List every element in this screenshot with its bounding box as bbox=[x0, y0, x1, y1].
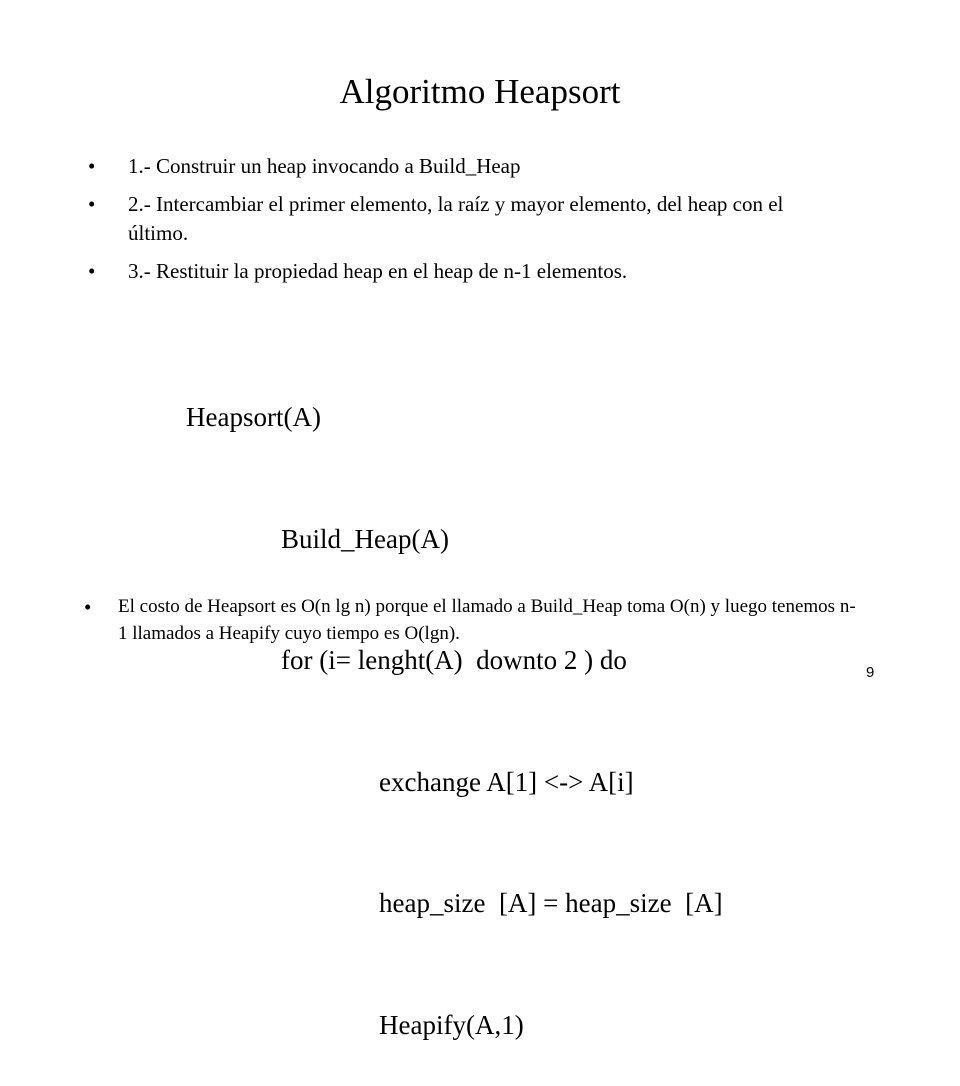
note-list bbox=[84, 593, 864, 647]
cost-note bbox=[84, 593, 864, 647]
step-text-2: 2.- Intercambiar el primer elemento, la raíz y mayor elemento, del heap con el último. bbox=[128, 192, 784, 245]
slide-title: Algoritmo Heapsort bbox=[339, 72, 621, 111]
code-line-4: exchange A[1] <-> A[i] bbox=[379, 766, 634, 797]
page-number: 9 bbox=[866, 664, 875, 681]
cost-note-text: El costo de Heapsort es O(n lg n) porque el llamado a Build_Heap toma O(n) y luego tenemos n-1 llamados a Heapify cuyo tiempo es O(lgn). bbox=[118, 596, 856, 644]
code-line-6: Heapify(A,1) bbox=[379, 1009, 524, 1040]
bullet-icon: • bbox=[88, 192, 96, 216]
step-item-1 bbox=[88, 152, 808, 181]
step-item-2 bbox=[88, 190, 808, 248]
code-line-2: Build_Heap(A) bbox=[281, 523, 449, 554]
bullet-icon: • bbox=[88, 154, 96, 178]
steps-list bbox=[88, 152, 808, 295]
bullet-icon: • bbox=[88, 259, 96, 283]
bullet-icon: • bbox=[84, 595, 92, 619]
step-item-3 bbox=[88, 257, 808, 286]
step-text-1: 1.- Construir un heap invocando a Build_Heap bbox=[128, 154, 521, 178]
step-text-3: 3.- Restituir la propiedad heap en el heap de n-1 elementos. bbox=[128, 259, 628, 283]
code-line-3: for (i= lenght(A) downto 2 ) do bbox=[281, 645, 627, 675]
code-line-1: Heapsort(A) bbox=[186, 402, 321, 432]
code-line-5: heap_size [A] = heap_size [A] bbox=[379, 888, 723, 918]
pseudocode-block bbox=[186, 316, 723, 1086]
